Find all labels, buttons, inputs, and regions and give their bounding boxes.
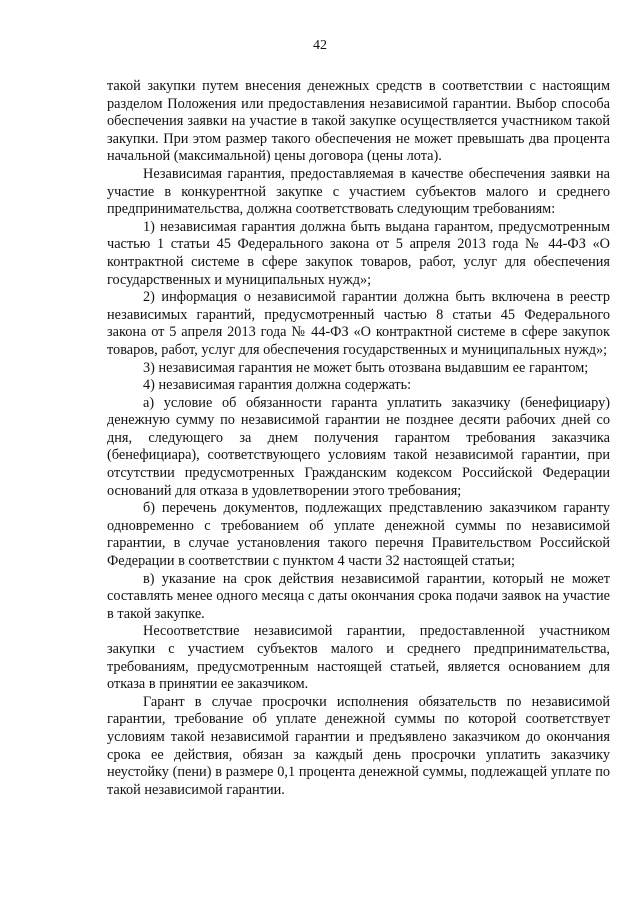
sub-item-a: а) условие об обязанности гаранта уплатить заказчику (бенефициару) денежную сумму по независимой гарантии не позднее десяти рабочих дней со дня, следующего за днем получения гарантом требования заказчика (бенефициара), соответствующего условиям такой независимой гарантии, при отсутствии предусмотренных Гражданским кодексом Российской Федерации оснований для отказа в удовлетворении этого требования; (107, 394, 610, 499)
body-text (107, 78, 610, 799)
list-item-3: 3) независимая гарантия не может быть отозвана выдавшим ее гарантом; (143, 359, 589, 376)
paragraph-guarantee-requirements: Независимая гарантия, предоставляемая в качестве обеспечения заявки на участие в конкурентной закупке с участием субъектов малого и среднего предпринимательства, должна соответствовать следующим требованиям: (107, 165, 610, 218)
sub-item-b: б) перечень документов, подлежащих представлению заказчиком гаранту одновременно с требованием об уплате денежной суммы по независимой гарантии, в случае установления такого перечня Правительством Российской Федерации в соответствии с пунктом 4 части 32 настоящей статьи; (107, 500, 610, 570)
list-item-4: 4) независимая гарантия должна содержать: (143, 377, 412, 394)
paragraph-nonconformity: Несоответствие независимой гарантии, предоставленной участником закупки с участием субъектов малого и среднего предпринимательства, требованиям, предусмотренным настоящей статьей, является основанием для отказа в принятии ее заказчиком. (107, 623, 610, 693)
paragraph-continuation: такой закупки путем внесения денежных средств в соответствии с настоящим разделом Положения или предоставления независимой гарантии. Выбор способа обеспечения заявки на участие в такой закупке осуществляется участником такой закупки. При этом размер такого обеспечения не может превышать два процента начальной (максимальной) цены договора (цены лота). (107, 78, 610, 165)
list-item-2: 2) информация о независимой гарантии должна быть включена в реестр независимых гарантий, предусмотренный частью 8 статьи 45 Федерального закона от 5 апреля 2013 года № 44-ФЗ «О контрактной системе в сфере закупок товаров, работ, услуг для обеспечения государственных и муниципальных нужд»; (107, 289, 610, 358)
page-number: 42 (313, 38, 327, 53)
sub-item-c: в) указание на срок действия независимой гарантии, который не может составлять менее одного месяца с даты окончания срока подачи заявок на участие в такой закупке. (107, 570, 610, 622)
paragraph-guarantor-penalty: Гарант в случае просрочки исполнения обязательств по независимой гарантии, требование об уплате денежной суммы по которой соответствует условиям такой независимой гарантии и предъявлено заказчиком до окончания срока ее действия, обязан за каждый день просрочки уплатить заказчику неустойку (пени) в размере 0,1 процента денежной суммы, подлежащей уплате по такой независимой гарантии. (107, 693, 610, 798)
list-item-1: 1) независимая гарантия должна быть выдана гарантом, предусмотренным частью 1 статьи 45 Федерального закона от 5 апреля 2013 года № 44-ФЗ «О контрактной системе в сфере закупок товаров, работ, услуг для обеспечения государственных и муниципальных нужд»; (107, 218, 610, 288)
